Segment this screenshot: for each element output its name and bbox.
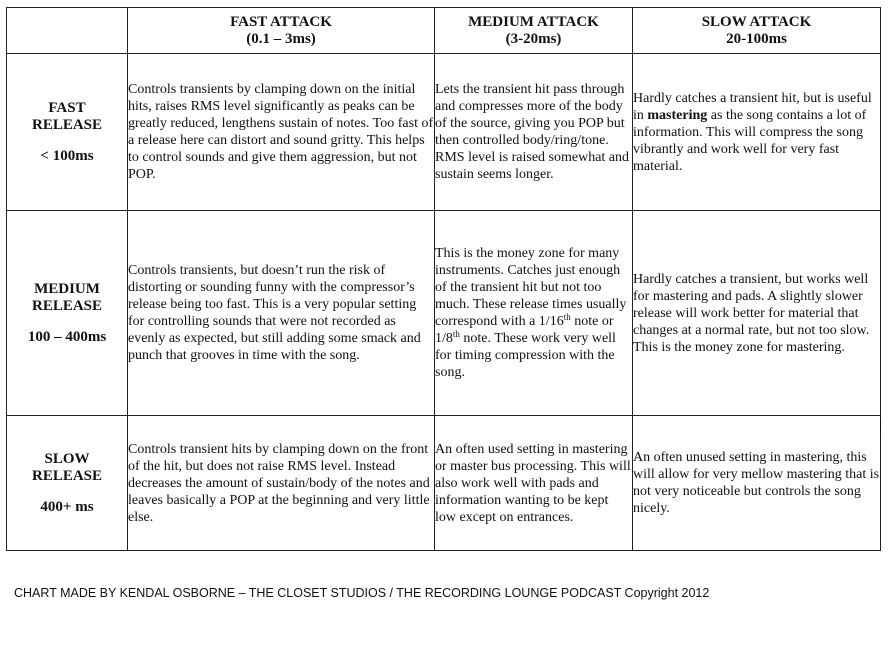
- row-header-fast-release: [7, 54, 128, 211]
- row-title: RELEASE: [31, 297, 103, 314]
- row-title: MEDIUM: [34, 280, 100, 297]
- row-title: FAST: [48, 99, 86, 116]
- row-medium-release: [7, 211, 881, 416]
- cell-slow-release-medium-attack: An often used setting in mastering or master bus processing. This will also work well with pads and information wanting to be kept low except on entrances.: [435, 416, 633, 551]
- header-row: [7, 8, 881, 54]
- column-range: 20-100ms: [726, 30, 787, 47]
- superscript: th: [452, 329, 460, 339]
- row-title: RELEASE: [31, 116, 103, 133]
- compression-settings-table: [6, 7, 881, 551]
- column-title: SLOW ATTACK: [701, 13, 812, 30]
- column-title: MEDIUM ATTACK: [468, 13, 599, 30]
- footer-credit: CHART MADE BY KENDAL OSBORNE – THE CLOSET STUDIOS / THE RECORDING LOUNGE PODCAST Copyright 2012: [14, 586, 710, 600]
- row-slow-release: [7, 416, 881, 551]
- cell-fast-release-slow-attack: [633, 54, 881, 211]
- cell-fast-release-medium-attack: Lets the transient hit pass through and compresses more of the body of the source, giving you POP but then controlled body/ring/tone. RMS level is raised somewhat and sustain seems longer.: [435, 54, 633, 211]
- cell-medium-release-medium-attack: [435, 211, 633, 416]
- column-range: (0.1 – 3ms): [246, 30, 316, 47]
- text-cursor-icon: [880, 418, 881, 433]
- cell-text: Hardly catches a transient hit, but is useful in: [633, 90, 872, 123]
- cell-medium-release-slow-attack: Hardly catches a transient, but works well for mastering and pads. A slightly slower release will work better for material that changes at a normal rate, but not too slow. This is the money zone for mastering.: [633, 211, 881, 416]
- cell-bold-text: mastering: [647, 107, 708, 123]
- corner-cell: [7, 8, 128, 54]
- column-title: FAST ATTACK: [230, 13, 332, 30]
- row-header-slow-release: [7, 416, 128, 551]
- row-header-medium-release: [7, 211, 128, 416]
- cell-medium-release-fast-attack: Controls transients, but doesn’t run the risk of distorting or sounding funny with the compressor’s release being too fast. This is a very popular setting for controlling sounds that were not recorded as evenly as expected, but still adding some smack and punch that grooves in time with the song.: [128, 211, 435, 416]
- cell-text: as the song contains a lot of information. This will compress the song vibrantly and work well for very fast material.: [633, 107, 867, 174]
- cell-slow-release-slow-attack: An often unused setting in mastering, this will allow for very mellow mastering that is not very noticeable but controls the song nicely.: [633, 416, 881, 551]
- row-fast-release: [7, 54, 881, 211]
- column-header-medium-attack: [435, 8, 633, 54]
- row-title: SLOW: [44, 450, 90, 467]
- cell-text: note. These work very well for timing compression with the song.: [435, 331, 616, 380]
- cell-fast-release-fast-attack: Controls transients by clamping down on the initial hits, raises RMS level significantly as peaks can be greatly reduced, lengthens sustain of notes. Too fast of a release here can distort and sound gritty. This helps to control sounds and give them aggression, but not POP.: [128, 54, 435, 211]
- cell-text: This is the money zone for many instruments. Catches just enough of the transient hit but not too much. These release times usually correspond with a 1/16: [435, 246, 627, 329]
- cell-slow-release-fast-attack: Controls transient hits by clamping down on the front of the hit, but does not raise RMS level. Instead decreases the amount of sustain/body of the notes and leaves basically a POP at the beginning and very little else.: [128, 416, 435, 551]
- column-range: (3-20ms): [505, 30, 562, 47]
- row-range: 400+ ms: [40, 498, 94, 515]
- cell-text: note or 1/8: [435, 314, 614, 346]
- column-header-slow-attack: [633, 8, 881, 54]
- row-title: RELEASE: [31, 467, 103, 484]
- superscript: th: [563, 312, 571, 322]
- row-range: 100 – 400ms: [27, 328, 107, 345]
- row-range: < 100ms: [40, 147, 94, 164]
- column-header-fast-attack: [128, 8, 435, 54]
